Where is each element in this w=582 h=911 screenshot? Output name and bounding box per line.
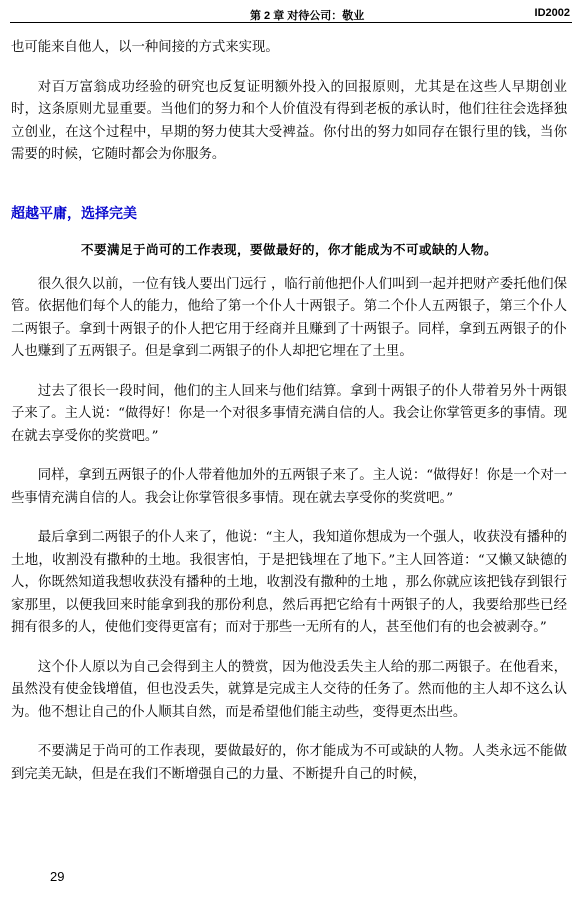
paragraph-story-2: 过去了很长一段时间，他们的主人回来与他们结算。拿到十两银子的仆人带着另外十两银子来了。主人说：“做得好！你是一个对很多事情充满自信的人。我会让你掌管更多的事情。现在就去享受你的奖赏吧。” <box>11 383 567 444</box>
page-header <box>10 6 572 23</box>
epigraph: 不要满足于尚可的工作表现，要做最好的，你才能成为不可或缺的人物。 <box>80 241 497 257</box>
paragraph-millionaire-research: 对百万富翁成功经验的研究也反复证明额外投入的回报原则，尤其是在这些人早期创业时，这条原则尤显重要。当他们的努力和个人价值没有得到老板的承认时，他们往往会选择独立创业，在这个过程中，早期的努力使其大受裨益。你付出的努力如同存在银行里的钱，当你需要的时候，它随时都会为你服务。 <box>11 79 567 162</box>
paragraph-story-1: 很久很久以前，一位有钱人要出门远行 ，临行前他把仆人们叫到一起并把财产委托他们保管。依据他们每个人的能力，他给了第一个仆人十两银子。第二个仆人五两银子，第三个仆人二两银子。拿到十两银子的仆人把它用于经商并且赚到了十两银子。同样，拿到五两银子的仆人也赚到了五两银子。但是拿到二两银子的仆人却把它埋在了土里。 <box>11 276 567 359</box>
page-number: 29 <box>50 869 65 884</box>
paragraph-continuation: 也可能来自他人，以一种间接的方式来实现。 <box>11 40 279 55</box>
section-title: 超越平庸，选择完美 <box>11 204 137 221</box>
chapter-title: 第 2 章 对待公司：敬业 <box>250 10 365 22</box>
document-id: ID2002 <box>534 7 570 19</box>
paragraph-conclusion: 不要满足于尚可的工作表现，要做最好的，你才能成为不可或缺的人物。人类永远不能做到完美无缺，但是在我们不断增强自己的力量、不断提升自己的时候， <box>11 744 567 782</box>
paragraph-story-3: 同样，拿到五两银子的仆人带着他加外的五两银子来了。主人说：“做得好！你是一个对一些事情充满自信的人。我会让你掌管很多事情。现在就去享受你的奖赏吧。” <box>11 468 567 506</box>
page-body <box>11 37 567 803</box>
paragraph-story-4: 最后拿到二两银子的仆人来了，他说：“主人，我知道你想成为一个强人，收获没有播种的土地，收割没有撒种的土地。我很害怕，于是把钱埋在了地下。”主人回答道：“又懒又缺德的人，你既然知道我想收获没有播种的土地，收割没有撒种的土地 ，那么你就应该把钱存到银行家那里，以便我回来时能拿到我的那份利息，然后再把它给有十两银子的人，我要给那些已经拥有很多的人，使他们变得更富有；而对于那些一无所有的人，甚至他们有的也会被剥夺。” <box>11 530 567 635</box>
paragraph-story-5: 这个仆人原以为自己会得到主人的赞赏，因为他没丢失主人给的那二两银子。在他看来，虽然没有使金钱增值，但也没丢失，就算是完成主人交待的任务了。然而他的主人却不这么认为。他不想让自己的仆人顺其自然，而是希望他们能主动些，变得更杰出些。 <box>11 659 567 720</box>
